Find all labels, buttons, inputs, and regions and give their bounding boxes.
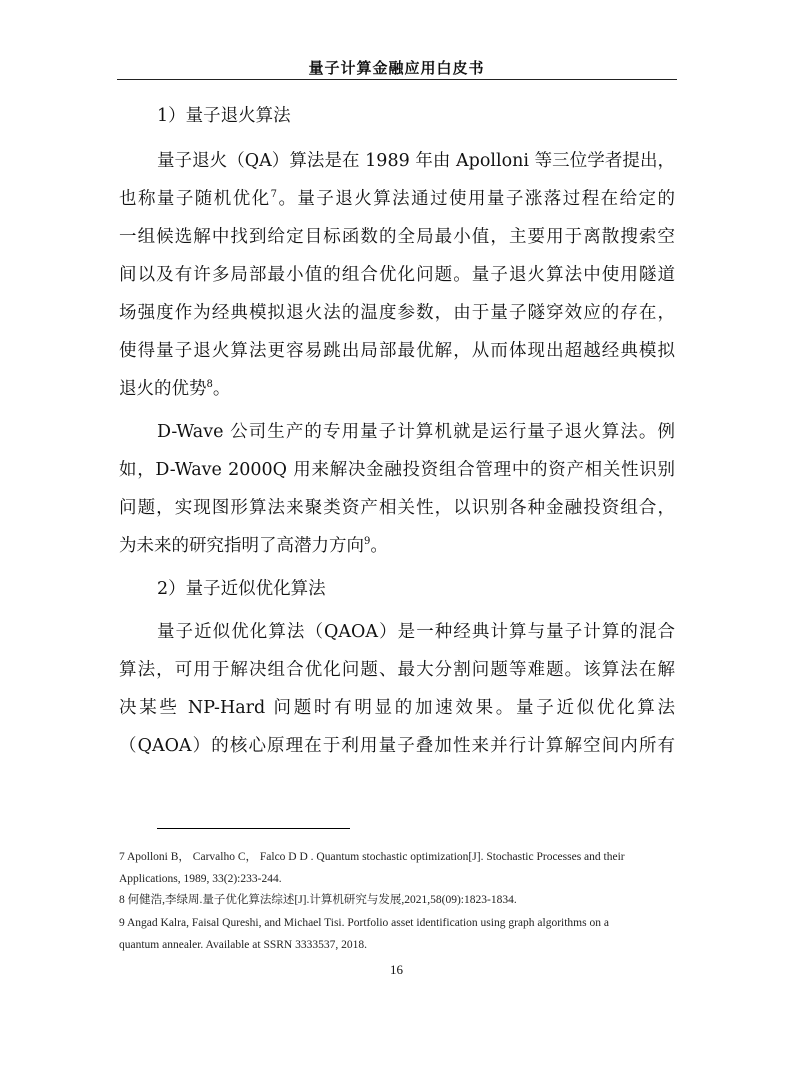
footnote-rule xyxy=(157,828,350,829)
paragraph-line: 使得量子退火算法更容易跳出局部最优解，从而体现出超越经典模拟 xyxy=(119,341,675,361)
footnote-ref[interactable]: 7 xyxy=(270,189,277,201)
paragraph-line: 一组候选解中找到给定目标函数的全局最小值，主要用于离散搜索空 xyxy=(119,227,675,247)
running-header: 量子计算金融应用白皮书 xyxy=(308,59,485,77)
paragraph-line: 问题，实现图形算法来聚类资产相关性，以识别各种金融投资组合， xyxy=(119,498,675,518)
paragraph-line: D-Wave 公司生产的专用量子计算机就是运行量子退火算法。例 xyxy=(157,422,675,442)
paragraph-line: 为未来的研究指明了高潜力方向$^9$。 xyxy=(119,536,388,556)
footnote-9-cont: quantum annealer. Available at SSRN 3333537, 2018. xyxy=(119,939,367,951)
paragraph-line: 场强度作为经典模拟退火法的温度参数，由于量子隧穿效应的存在， xyxy=(119,303,675,323)
paragraph-line: （QAOA）的核心原理在于利用量子叠加性来并行计算解空间内所有 xyxy=(119,736,675,756)
footnote-7: 7 Apolloni B， Carvalho C， Falco D D . Quantum stochastic optimization[J]. Stochastic Processes and their xyxy=(119,851,625,863)
footnote-9: 9 Angad Kalra, Faisal Qureshi, and Michael Tisi. Portfolio asset identification using graph algorithms on a xyxy=(119,917,609,929)
footnote-7-cont: Applications, 1989, 33(2):233-244. xyxy=(119,873,282,885)
footnote-ref[interactable]: 8 xyxy=(206,379,213,391)
paragraph-line: 如，D-Wave 2000Q 用来解决金融投资组合管理中的资产相关性识别 xyxy=(119,460,675,480)
footnote-ref[interactable]: 9 xyxy=(364,536,371,548)
paragraph-line: 算法，可用于解决组合优化问题、最大分割问题等难题。该算法在解 xyxy=(119,660,675,680)
paragraph-line: 量子退火（QA）算法是在 1989 年由 Apolloni 等三位学者提出， xyxy=(157,151,675,171)
paragraph-line: 退火的优势$^8$。 xyxy=(119,379,231,399)
page-number: 16 xyxy=(390,962,403,977)
footnote-8: 8 何健浩,李绿周.量子优化算法综述[J].计算机研究与发展,2021,58(09):1823-1834. xyxy=(119,894,517,906)
paragraph-line: 也称量子随机优化$^7$。量子退火算法通过使用量子涨落过程在给定的 xyxy=(119,189,676,209)
header-rule xyxy=(117,79,677,80)
section-heading-qaoa: 2）量子近似优化算法 xyxy=(157,579,326,599)
paragraph-line: 量子近似优化算法（QAOA）是一种经典计算与量子计算的混合 xyxy=(157,622,675,642)
paragraph-line: 决某些 NP-Hard 问题时有明显的加速效果。量子近似优化算法 xyxy=(119,698,675,718)
paragraph-line: 间以及有许多局部最小值的组合优化问题。量子退火算法中使用隧道 xyxy=(119,265,675,285)
section-heading-quantum-annealing: 1）量子退火算法 xyxy=(157,106,291,126)
